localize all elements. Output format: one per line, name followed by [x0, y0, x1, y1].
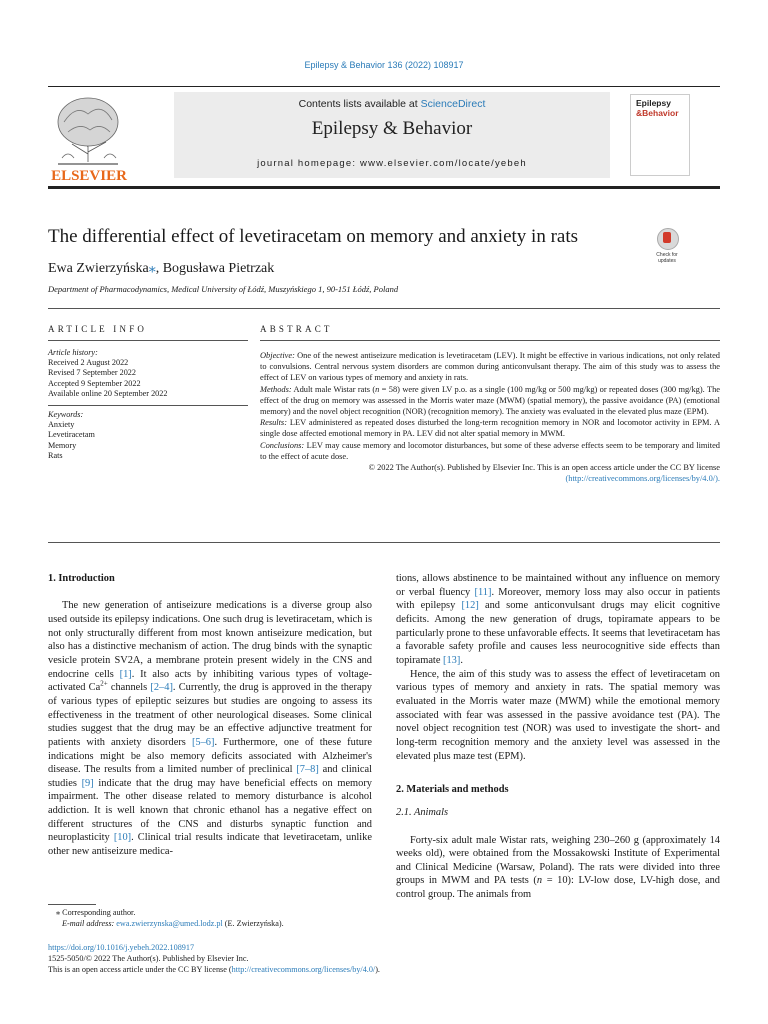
- paragraph-text: .: [460, 654, 463, 666]
- methods-text: = 58) were given LV p.o. as a single (100 mg/kg or 500 mg/kg) or repeated doses (300 mg/kg). The effect of the drug on memory was assessed in the Morris water maze (MWM) (spatial memory), the passive avoidance (PA) (emotional memory) and the novel object recognition (NOR) (recognition memory). The anxiety was evaluated in the elevated plus maze (EPM).: [260, 384, 720, 417]
- citation-link[interactable]: [9]: [81, 777, 94, 789]
- affiliation: Department of Pharmacodynamics, Medical University of Łódź, Muszyńskiego 1, 90-151 Łódź, Poland: [48, 284, 399, 294]
- divider: [48, 308, 720, 309]
- abstract-copyright: [260, 462, 720, 484]
- cc-license-link[interactable]: http://creativecommons.org/licenses/by/4.0/: [231, 965, 376, 974]
- license-line: [48, 964, 720, 975]
- methods-text: Adult male Wistar rats (: [291, 384, 376, 394]
- contents-prefix: Contents lists available at: [298, 98, 421, 110]
- article-title: The differential effect of levetiracetam on memory and anxiety in rats: [48, 226, 579, 247]
- results-text: LEV administered as repeated doses disturbed the long-term recognition memory in NOR and locomotor activity in EPM. A single dose affected emotional memory in PA. LEV did not alter spatial memory in MWM.: [260, 418, 720, 439]
- cover-title-line1: Epilepsy: [636, 98, 671, 108]
- page-footer: [48, 942, 720, 975]
- email-label: E-mail address:: [62, 919, 115, 928]
- elsevier-tree-icon: [58, 98, 118, 164]
- keyword: Rats: [48, 450, 63, 460]
- intro-paragraph: Hence, the aim of this study was to assess the effect of levetiracetam on various types of memory and anxiety in rats. The spatial memory was evaluated in the Morris water maze (MWM) while the emotional memory associated with fear was assessed in the passive avoidance test (PA). The novel object recognition test (NOR) was used to investigate the short- and long-term recognition memory and the anxiety level was assessed in the elevated plus maze test (EPM).: [396, 668, 720, 762]
- cc-license-link[interactable]: (http://creativecommons.org/licenses/by/4.0/).: [565, 474, 720, 484]
- abstract-heading: ABSTRACT: [260, 324, 333, 334]
- citation-link[interactable]: [1]: [119, 668, 132, 680]
- abstract-methods: [260, 384, 720, 418]
- citation-link[interactable]: [13]: [443, 654, 461, 666]
- citation-link[interactable]: [11]: [474, 586, 492, 598]
- footnote-text: Corresponding author.: [60, 908, 136, 917]
- header-top-rule: [48, 86, 720, 87]
- article-info: [48, 348, 248, 461]
- issn-line: 1525-5050/© 2022 The Author(s). Published by Elsevier Inc.: [48, 954, 249, 963]
- abstract-conclusions: [260, 440, 720, 462]
- paragraph-text: channels: [107, 682, 151, 694]
- received-date: Received 2 August 2022: [48, 358, 129, 368]
- journal-homepage[interactable]: journal homepage: www.elsevier.com/locate/yebeh: [257, 158, 527, 169]
- journal-banner: [174, 92, 610, 178]
- citation-link[interactable]: [7–8]: [296, 764, 319, 776]
- paragraph-text: and clinical studies: [48, 764, 372, 789]
- check-updates-label: Check for updates: [656, 252, 678, 264]
- contents-available-line: [174, 98, 610, 110]
- citation-link[interactable]: [5–6]: [191, 736, 215, 748]
- paragraph-text: . Currently, the drug is approved in the therapy of various types of epileptic seizures but studies are ongoing to assess its effectiveness in the treatment of other neurological diseases. Some clinical studies suggest that the drug may be an effective adjunctive treatment for patients with anxiety disorders: [48, 682, 372, 748]
- history-label: Article history:: [48, 348, 98, 357]
- accepted-date: Accepted 9 September 2022: [48, 378, 141, 388]
- author-name[interactable]: Ewa Zwierzyńska: [48, 261, 149, 276]
- paragraph-text: Forty-six adult male Wistar rats, weighing 230–260 g (approximately 14 weeks old), were obtained from the Mossakowski Institute of Experimental and Clinical Medicine (Warsaw, Poland). The rats were divided into three groups in MWM and PA tests (: [396, 834, 720, 887]
- conclusions-text: LEV may cause memory and locomotor disturbances, but some of these adverse effects seem to be temporary and limited to the effect of acute dose.: [260, 440, 720, 461]
- footnote-mark: ⁎: [56, 908, 61, 917]
- paragraph-text: The new generation of antiseizure medications is a diverse group also used outside its epilepsy indications. One such drug is levetiracetam, which is not only structurally different from most known antiseizure medication, but also has a distinctive mechanism of action. The drug binds with the synaptic vesicle protein SV2A, a membrane protein present widely in the CNS and endocrine cells: [48, 600, 372, 680]
- author-separator: ,: [155, 261, 163, 276]
- divider: [48, 542, 720, 543]
- abstract-objective: [260, 350, 720, 384]
- paragraph-text: . It also acts by inhibiting various types of voltage-activated Ca: [48, 668, 372, 694]
- author-name[interactable]: Bogusława Pietrzak: [162, 261, 275, 276]
- citation-link[interactable]: [10]: [113, 832, 132, 844]
- elsevier-wordmark: ELSEVIER: [51, 168, 127, 184]
- elsevier-logo[interactable]: [48, 92, 130, 184]
- divider: [48, 340, 248, 341]
- citation-link[interactable]: [2–4]: [150, 682, 173, 694]
- license-text: This is an open access article under the CC BY license (: [48, 965, 232, 974]
- methods-label: Methods:: [260, 384, 292, 394]
- journal-cover-thumbnail[interactable]: [630, 94, 690, 176]
- corresponding-author-note: [48, 907, 372, 918]
- paragraph-text: . Furthermore, one of these future indications might be also memory deficits associated with Alzheimer's disease. The results from a limited number of preclinical: [48, 736, 372, 776]
- keyword: Memory: [48, 440, 77, 450]
- objective-label: Objective:: [260, 351, 295, 360]
- keyword: Levetiracetam: [48, 430, 95, 440]
- body-left-column: [48, 572, 372, 859]
- footnote: [48, 907, 372, 929]
- bookmark-icon: [663, 232, 671, 243]
- article-info-heading: ARTICLE INFO: [48, 324, 148, 334]
- conclusions-label: Conclusions:: [260, 440, 305, 450]
- cover-title-line2: &Behavior: [636, 108, 679, 118]
- paragraph-text: = 10): LV-low dose, LV-high dose, and control group. The animals from: [396, 875, 721, 901]
- paragraph-text: tions, allows abstinence to be maintained without any influence on memory or verbal fluency: [396, 573, 720, 598]
- citation-link[interactable]: [12]: [461, 600, 479, 612]
- check-for-updates-badge[interactable]: [650, 228, 684, 266]
- journal-title: Epilepsy & Behavior: [311, 118, 473, 139]
- intro-paragraph: [48, 599, 372, 858]
- results-label: Results:: [260, 418, 287, 428]
- journal-header: [48, 86, 720, 188]
- intro-paragraph-continued: [396, 572, 720, 668]
- section-heading: 1. Introduction: [48, 573, 115, 584]
- keyword: Anxiety: [48, 420, 75, 430]
- doi-link[interactable]: https://doi.org/10.1016/j.yebeh.2022.108917: [48, 943, 195, 952]
- license-text: ).: [375, 965, 380, 974]
- journal-reference-link[interactable]: Epilepsy & Behavior 136 (2022) 108917: [304, 60, 464, 70]
- divider: [48, 405, 248, 406]
- author-list: [48, 260, 274, 277]
- divider: [260, 340, 720, 341]
- email-note: [48, 918, 372, 929]
- footnote-rule: [48, 904, 96, 905]
- superscript: 2+: [100, 679, 108, 688]
- online-date: Available online 20 September 2022: [48, 388, 168, 398]
- paragraph-text: and some anticonvulsant drugs may elicit cognitive deficits. Among the new generation of drugs, topiramate appears to be particularly prone to these unfavorable effects. It seems that levetiracetam has a favorable safety profile and causes less neurocognitive side effects than topiramate: [396, 600, 720, 666]
- section-heading: 2. Materials and methods: [396, 784, 509, 796]
- n-symbol: n: [536, 875, 543, 887]
- abstract: [260, 350, 720, 484]
- body-right-column: [396, 572, 720, 902]
- methods-paragraph: [396, 834, 720, 902]
- objective-text: One of the newest antiseizure medication is levetiracetam (LEV). It might be effective in various indications, not only related to convulsions. Central nervous system disorders are common during anticonvulsant therapy. The aim of this study was to assess the effect of LEV on various types of memory and anxiety in rats.: [260, 351, 720, 383]
- sciencedirect-link[interactable]: ScienceDirect: [420, 98, 486, 110]
- corresponding-author-mark[interactable]: ⁎: [148, 261, 156, 276]
- header-bottom-rule: [48, 186, 720, 189]
- paragraph-text: . Moreover, memory loss may also occur in patients with epilepsy: [396, 586, 720, 612]
- subsection-heading: 2.1. Animals: [396, 806, 449, 818]
- paragraph-text: . Clinical trial results indicate that levetiracetam, unlike other new antiseizure medica-: [48, 832, 372, 858]
- copyright-text: © 2022 The Author(s). Published by Elsevier Inc. This is an open access article under the CC BY license: [368, 463, 720, 473]
- keywords-label: Keywords:: [48, 410, 84, 420]
- abstract-results: [260, 417, 720, 439]
- footnote-text: (E. Zwierzyńska).: [222, 919, 284, 928]
- revised-date: Revised 7 September 2022: [48, 368, 136, 378]
- methods-n: n: [375, 384, 380, 394]
- email-link[interactable]: ewa.zwierzynska@umed.lodz.pl: [116, 919, 223, 928]
- paragraph-text: indicate that the drug may have beneficial effects on memory impairment. The other disease related to memory disturbance is alcohol addiction. It is well known that chronic ethanol has a negative effect on different structures of the CNS and disturbs synaptic function and neuroplasticity: [48, 777, 372, 844]
